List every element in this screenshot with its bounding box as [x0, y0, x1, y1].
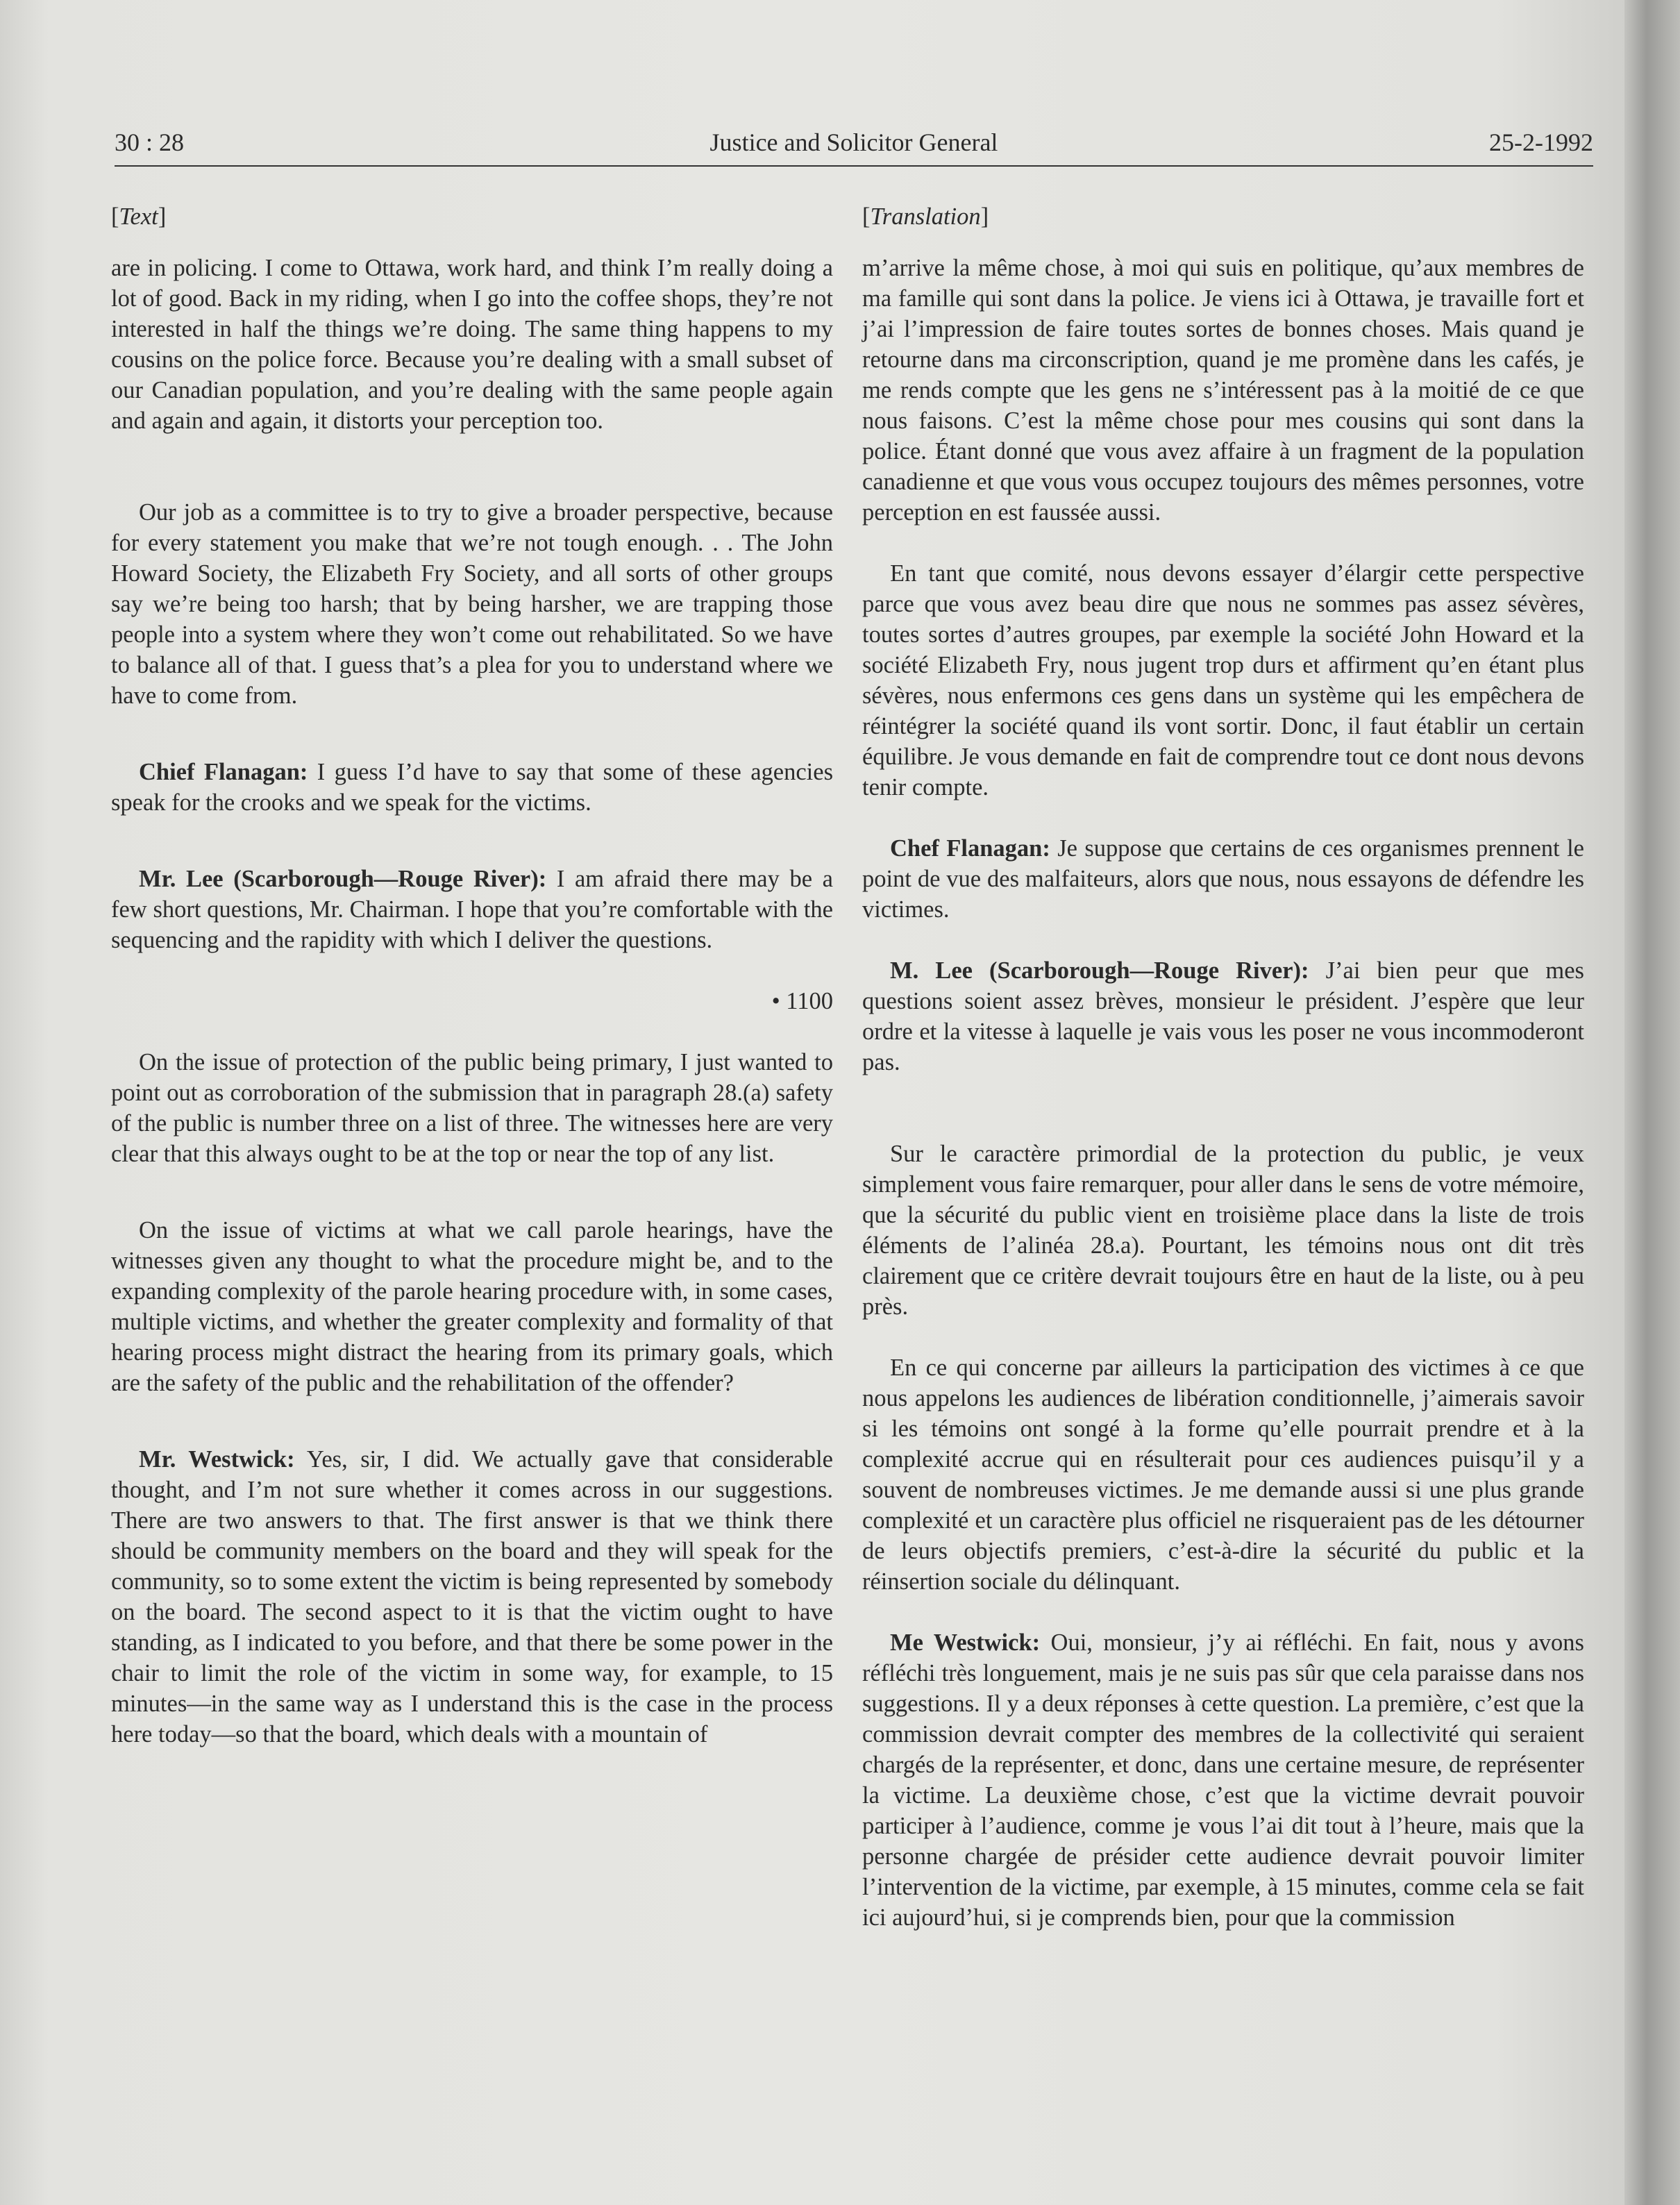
page-edge: [1624, 0, 1680, 2205]
speech-paragraph: Mr. Westwick: Yes, sir, I did. We actually gave that considerable thought, and I’m not sure whether it comes across in our suggestions. There are two answers to that. The first answer is that we think there should be community members on the board and they will speak for the community, so to some extent the victim is being represented by somebody on the board. The second aspect to it is that the victim ought to have standing, as I indicated to you before, and that there be some power in the chair to limit the role of the victim in some way, for example, to 15 minutes—in the same way as I understand this is the case in the process here today—so that the board, which deals with a mountain of: [111, 1446, 833, 1747]
speaker-name: Mr. Westwick:: [139, 1446, 295, 1473]
speech-paragraph: Chief Flanagan: I guess I’d have to say that some of these agencies speak for the crooks and we speak for the victims.: [111, 759, 833, 816]
paragraph: En ce qui concerne par ailleurs la participation des victimes à ce que nous appelons les audiences de libération conditionnelle, j’aimerais savoir si les témoins ont songé à la forme qu’elle pourrait prendre et à la complexité accrue qui en résulterait pour ces audiences puisqu’il y a souvent de nombreuses victimes. Je me demande aussi si une plus grande complexité et un caractère plus officiel ne risqueraient pas de les détourner de leurs objectifs premiers, c’est-à-dire la sécurité du public et la réinsertion sociale du délinquant.: [862, 1355, 1584, 1595]
page-header: [115, 124, 1593, 167]
french-column: [862, 201, 1584, 1933]
speech-paragraph: Mr. Lee (Scarborough—Rouge River): I am afraid there may be a few short questions, Mr. Chairman. I hope that you’re comfortable with the sequencing and the rapidity with which I deliver the questions.: [111, 866, 833, 953]
paragraph: En tant que comité, nous devons essayer d’élargir cette perspective parce que vous avez beau dire que nous ne sommes pas assez sévères, toutes sortes d’autres groupes, par exemple la société John Howard et la société Elizabeth Fry, nous jugent trop durs et affirment qu’en étant plus sévères, nous enfermons ces gens dans un système qui les empêchera de réintégrer la société quand ils vont sortir. Donc, il faut établir un certain équilibre. Je vous demande en fait de comprendre tout ce dont nous devons tenir compte.: [862, 560, 1584, 800]
speech-paragraph: Me Westwick: Oui, monsieur, j’y ai réfléchi. En fait, nous y avons réfléchi très longuement, mais je ne suis pas sûr que cela paraisse dans nos suggestions. Il y a deux réponses à cette question. La première, c’est que la commission devrait compter des membres de la collectivité qui seraient chargés de la représenter, et donc, dans une certaine mesure, de représenter la victime. La deuxième chose, c’est que la victime devrait pouvoir participer à l’audience, comme je vous l’ai dit tout à l’heure, mais que la personne chargée de présider cette audience devrait pouvoir limiter l’intervention de la victime, par exemple, à 15 minutes, comme cela se fait ici aujourd’hui, si je comprends bien, pour que la commission: [862, 1629, 1584, 1931]
speaker-name: Chef Flanagan:: [890, 835, 1050, 862]
speech-paragraph: Chef Flanagan: Je suppose que certains de ces organismes prennent le point de vue des malfaiteurs, alors que nous, nous essayons de défendre les victimes.: [862, 835, 1584, 923]
english-column: [111, 201, 833, 1750]
speaker-name: M. Lee (Scarborough—Rouge River):: [890, 957, 1309, 984]
time-marker: • 1100: [771, 988, 833, 1014]
speech-paragraph: M. Lee (Scarborough—Rouge River): J’ai bien peur que mes questions soient assez brèves, monsieur le président. J’espère que leur ordre et la vitesse à laquelle je vais vous les poser ne vous incommoderont pas.: [862, 957, 1584, 1075]
speaker-name: Me Westwick:: [890, 1629, 1041, 1656]
language-label: [Translation]: [862, 203, 989, 230]
speaker-name: Mr. Lee (Scarborough—Rouge River):: [139, 866, 547, 892]
paragraph: On the issue of victims at what we call parole hearings, have the witnesses given any thought to what the procedure might be, and to the expanding complexity of the parole hearing procedure with, in some cases, multiple victims, and whether the greater complexity and formality of that hearing process might distract the hearing from its primary goals, which are the safety of the public and the rehabilitation of the offender?: [111, 1217, 833, 1396]
page-date: 25-2-1992: [1489, 128, 1593, 156]
language-label: [Text]: [111, 203, 167, 230]
running-title: Justice and Solicitor General: [709, 128, 998, 156]
page-number: 30 : 28: [115, 128, 185, 156]
speaker-name: Chief Flanagan:: [139, 759, 308, 785]
paragraph: On the issue of protection of the public being primary, I just wanted to point out as corroboration of the submission that in paragraph 28.(a) safety of the public is number three on a list of three. The witnesses here are very clear that this always ought to be at the top or near the top of any list.: [111, 1049, 833, 1167]
paragraph: Sur le caractère primordial de la protection du public, je veux simplement vous faire remarquer, pour aller dans le sens de votre mémoire, que la sécurité du public vient en troisième place dans la liste de trois éléments de l’alinéa 28.a). Pourtant, les témoins nous ont dit très clairement que ce critère devrait toujours être en haut de la liste, ou à peu près.: [862, 1141, 1584, 1320]
paragraph: m’arrive la même chose, à moi qui suis en politique, qu’aux membres de ma famille qui sont dans la police. Je viens ici à Ottawa, je travaille fort et j’ai l’impression de faire toutes sortes de bonnes choses. Mais quand je retourne dans ma circonscription, quand je me promène dans les cafés, je me rends compte que les gens ne s’intéressent pas à la moitié de ce que nous faisons. C’est la même chose pour mes cousins qui sont dans la police. Étant donné que vous avez affaire à un fragment de la population canadienne et que vous vous occupez toujours des mêmes personnes, votre perception en est faussée aussi.: [862, 255, 1584, 526]
paragraph: are in policing. I come to Ottawa, work hard, and think I’m really doing a lot of good. Back in my riding, when I go into the coffee shops, they’re not interested in half the things we’re doing. The same thing happens to my cousins on the police force. Because you’re dealing with a small subset of our Canadian population, and you’re dealing with the same people again and again and again, it distorts your perception too.: [111, 255, 833, 434]
paragraph: Our job as a committee is to try to give a broader perspective, because for every statement you make that we’re not tough enough. . . The John Howard Society, the Elizabeth Fry Society, and all sorts of other groups say we’re being too harsh; that by being harsher, we are trapping those people into a system where they won’t come out rehabilitated. So we have to balance all of that. I guess that’s a plea for you to understand where we have to come from.: [111, 499, 833, 709]
